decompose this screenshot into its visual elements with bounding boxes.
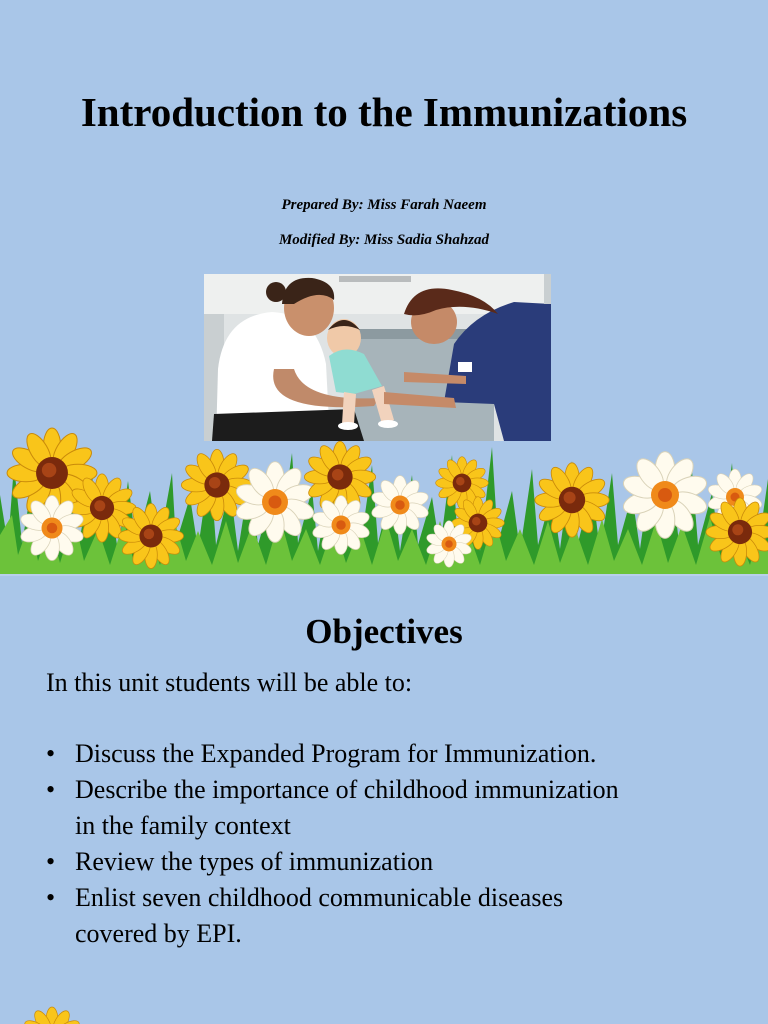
bullet-icon: • [46,739,56,768]
bullet-text-continuation: in the family context [75,811,291,840]
sunflower-icon [22,1004,82,1024]
prepared-by: Prepared By: Miss Farah Naeem [281,197,487,213]
bullet-icon: • [46,883,56,912]
list-item [46,880,746,952]
bullet-text: Enlist seven childhood communicable diseases [75,883,564,912]
modified-by: Modified By: Miss Sadia Shahzad [278,232,490,248]
bullet-icon: • [46,847,56,876]
list-item [46,844,746,880]
objectives-heading: Objectives [305,612,463,651]
bullet-text-continuation: covered by EPI. [75,919,242,948]
objectives-intro: In this unit students will be able to: [46,668,413,697]
bullet-text: Discuss the Expanded Program for Immunization. [75,739,597,768]
list-item [46,736,746,772]
sunflower-grass-icon [0,425,768,576]
bullet-text: Describe the importance of childhood immunization [75,775,619,804]
objectives-list [46,736,746,952]
bullet-icon: • [46,775,56,804]
slide-title: Introduction to the Immunizations [80,89,688,135]
slide-2 [0,576,768,1024]
vaccination-photo-icon [204,274,551,441]
bullet-text: Review the types of immunization [75,847,434,876]
list-item [46,772,746,844]
